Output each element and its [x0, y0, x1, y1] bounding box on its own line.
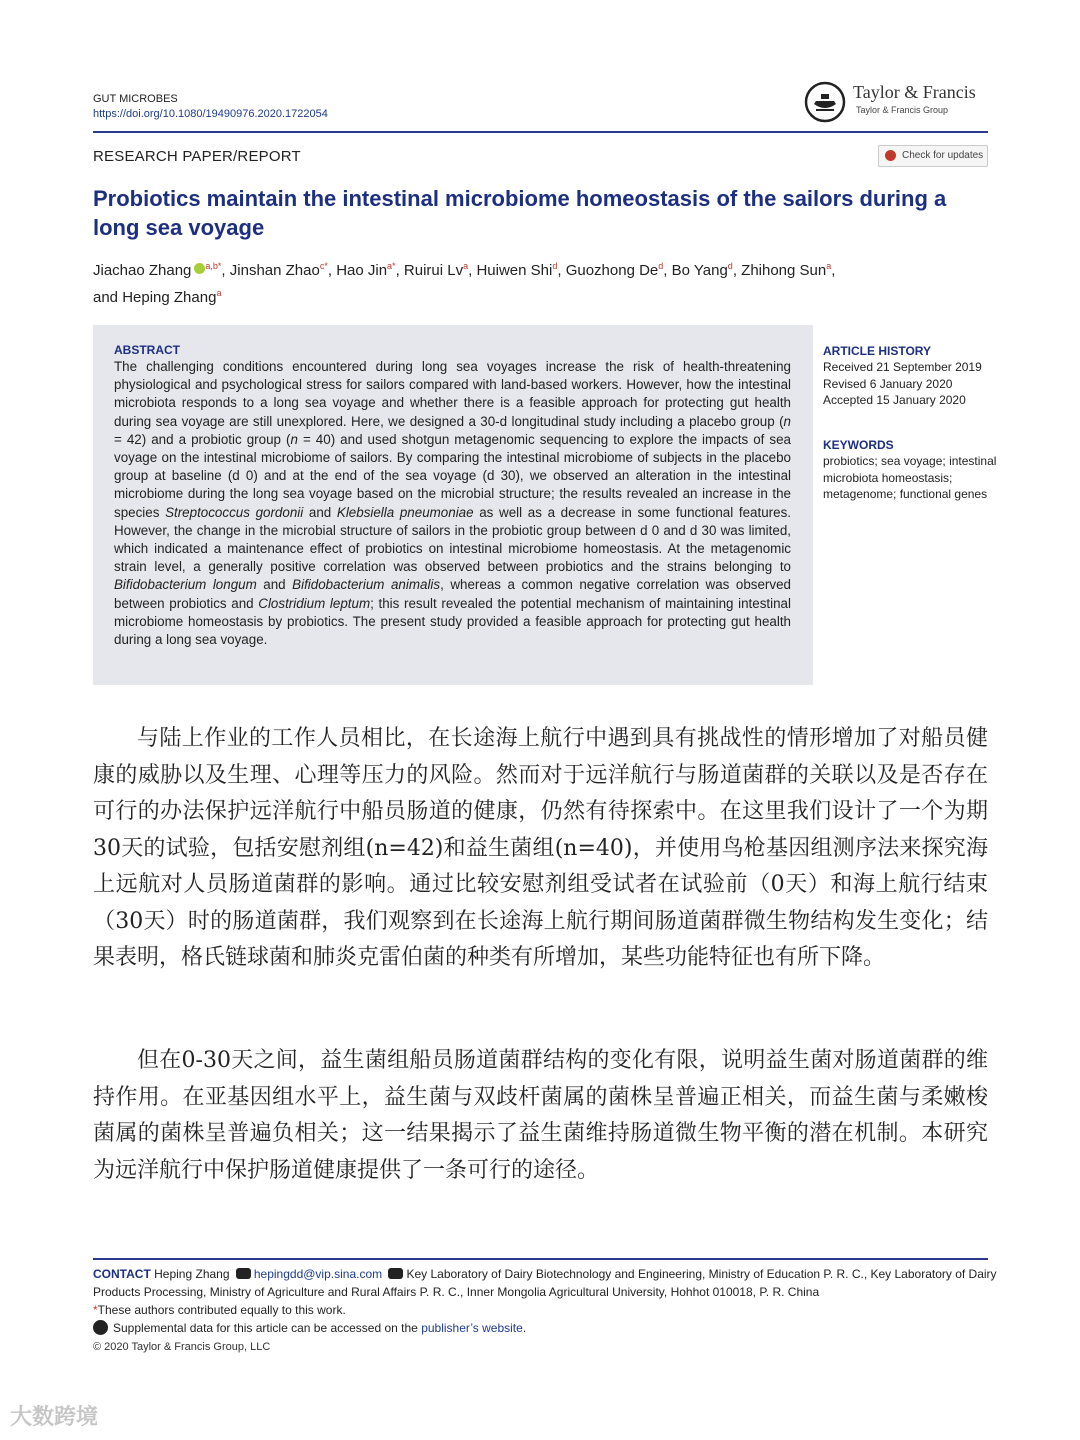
author-affiliation: c* — [319, 261, 328, 271]
contact-label: CONTACT — [93, 1267, 151, 1281]
abstract-segment: The challenging conditions encountered during long sea voyages increase the risk of health-threatening physiological and psychological stress for sailors compared with land-based workers. However, how the intestinal microbiota responds to a long sea voyage and whether there is a feasible approach for protecting gut health during sea voyage are still unexplored. Here, we designed a 30-d longitudinal study including a placebo group ( — [114, 359, 791, 429]
species-name: Bifidobacterium longum — [114, 577, 257, 593]
abstract-segment: = 40) and used shotgun metagenomic sequencing to explore the impacts of sea voyage on the intestinal microbiome of sailors. By comparing the intestinal microbiome of subjects in the placebo group at baseline (d 0) and at the end of the sea voyage (d 30), we observed an alteration in the intestinal microbiome during the long sea voyage based on the microbial structure; the results revealed an increase in the species — [114, 431, 791, 520]
chinese-paragraph-1: 与陆上作业的工作人员相比，在长途海上航行中遇到具有挑战性的情形增加了对船员健康的威胁以及生理、心理等压力的风险。然而对于远洋航行与肠道菌群的关联以及是否存在可行的办法保护远洋航行中船员肠道的健康，仍然有待探索中。在这里我们设计了一个为期30天的试验，包括安慰剂组(n=42)和益生菌组(n=40)，并使用鸟枪基因组测序法来探究海上远航对人员肠道菌群的影响。通过比较安慰剂组受试者在试验前（0天）和海上航行结束（30天）时的肠道菌群，我们观察到在长途海上航行期间肠道菌群微生物结构发生变化；结果表明，格氏链球菌和肺炎克雷伯菌的种类有所增加，某些功能特征也有所下降。 — [93, 726, 988, 970]
journal-name: GUT MICROBES — [93, 93, 178, 105]
abstract-segment: ; this result revealed the potential mechanism of maintaining intestinal microbiome homeostasis by probiotics. The present study provided a feasible approach for protecting gut health during a long sea voyage. — [114, 595, 791, 648]
author-affiliation: a — [463, 261, 469, 271]
bookmark-icon — [885, 150, 896, 161]
abstract-italic: n — [290, 431, 298, 447]
abstract-segment: and — [303, 504, 337, 520]
keywords — [823, 437, 998, 502]
abstract-label: ABSTRACT — [114, 343, 180, 357]
equal-contribution-note — [93, 1303, 346, 1317]
abstract-box — [93, 325, 813, 685]
author-name: Jiachao Zhang — [93, 262, 192, 279]
supplemental-text: Supplemental data for this article can be accessed on the — [113, 1321, 422, 1335]
author-affiliation: d — [727, 261, 733, 271]
abstract-italic: n — [783, 413, 791, 429]
watermark: 大数跨境 — [10, 1404, 99, 1429]
check-updates-label: Check for updates — [902, 150, 984, 161]
author-name: Zhihong Sun — [741, 262, 827, 279]
revised-date: Revised 6 January 2020 — [823, 376, 953, 391]
journal-header — [93, 92, 328, 122]
publisher-logo-icon — [803, 80, 847, 124]
accepted-date: Accepted 15 January 2020 — [823, 392, 966, 407]
paper-title: Probiotics maintain the intestinal microbiome homeostasis of the sailors during a long sea voyage — [93, 186, 947, 240]
email-icon — [236, 1268, 251, 1279]
abstract-segment: , whereas a common negative correlation was observed between probiotics and — [114, 577, 791, 611]
contact-address: Key Laboratory of Dairy Biotechnology and Engineering, Ministry of Education P. R. C., Key Laboratory of Dairy Products Processing, Ministry of Agriculture and Rural Affairs P. R. C., Inner Mongolia Agricultural University, Hohhot 010018, P. R. China — [93, 1267, 997, 1299]
publisher-website-link[interactable]: publisher’s website — [421, 1321, 523, 1335]
supplemental-end: . — [522, 1321, 527, 1335]
check-updates-button[interactable] — [878, 145, 988, 167]
address-icon — [388, 1268, 403, 1279]
abstract-segment: and — [256, 577, 293, 593]
author-name: Bo Yang — [671, 262, 728, 279]
article-history-label: ARTICLE HISTORY — [823, 344, 932, 358]
author-name: Jinshan Zhao — [229, 262, 320, 279]
publisher-name: Taylor & Francis — [853, 82, 976, 102]
author-name: Hao Jin — [336, 262, 388, 279]
species-name: Streptococcus gordonii — [165, 504, 304, 520]
species-name: Clostridium leptum — [258, 595, 371, 611]
footnote-mark: * — [93, 1303, 98, 1317]
supplemental-icon — [93, 1320, 108, 1335]
copyright: © 2020 Taylor & Francis Group, LLC — [93, 1341, 271, 1353]
supplemental-note — [93, 1320, 526, 1335]
author-name: Ruirui Lv — [403, 262, 464, 279]
header-divider — [93, 131, 988, 133]
footnote-text: These authors contributed equally to this work. — [97, 1303, 346, 1317]
author-name: and Heping Zhang — [93, 289, 217, 306]
author-affiliation: a — [826, 261, 832, 271]
chinese-paragraph-2: 但在0-30天之间，益生菌组船员肠道菌群结构的变化有限，说明益生菌对肠道菌群的维持作用。在亚基因组水平上，益生菌与双歧杆菌属的菌株呈普遍正相关，而益生菌与柔嫩梭菌属的菌株呈普遍负相关；这一结果揭示了益生菌维持肠道微生物平衡的潜在机制。本研究为远洋航行中保护肠道健康提供了一条可行的途径。 — [93, 1048, 988, 1183]
publisher-logo — [803, 80, 1003, 130]
contact-name: Heping Zhang — [154, 1267, 230, 1281]
contact-email-link[interactable]: hepingdd@vip.sina.com — [253, 1267, 383, 1281]
species-name: Bifidobacterium animalis — [292, 577, 441, 593]
abstract-segment: as well as a decrease in some functional features. However, the change in the microbial structure of sailors in the probiotic group between d 0 and d 30 was limited, which indicated a maintenance effect of probiotics on intestinal microbiome homeostasis. At the metagenomic strain level, a generally positive correlation was observed between probiotics and the strains belonging to — [114, 504, 791, 575]
paper-type: RESEARCH PAPER/REPORT — [93, 148, 301, 165]
author-name: Guozhong De — [565, 262, 659, 279]
author-affiliation: a — [216, 288, 222, 298]
species-name: Klebsiella pneumoniae — [336, 504, 474, 520]
author-affiliation: a,b* — [205, 261, 222, 271]
keywords-label: KEYWORDS — [823, 438, 894, 452]
footer-divider — [93, 1258, 988, 1260]
orcid-icon[interactable] — [194, 263, 205, 274]
abstract-segment: = 42) and a probiotic group ( — [114, 431, 291, 447]
received-date: Received 21 September 2019 — [823, 360, 982, 375]
publisher-group: Taylor & Francis Group — [856, 105, 949, 115]
abstract-text — [114, 358, 791, 649]
keywords-text: probiotics; sea voyage; intestinal microbiota homeostasis; metagenome; functional genes — [823, 454, 997, 501]
author-list: Jiachao Zhang $^{a,b*}$, Jinshan Zhao$^{c*}$, Hao Jin$^{a*}$, Ruirui Lv$^a$, Huiwen Shi$^d$, Guozhong De$^d$, Bo Yang$^d$, Zhihong Sun$^a$, and Heping Zhang$^a$ — [93, 261, 836, 306]
author-name: Huiwen Shi — [476, 262, 553, 279]
author-affiliation: a* — [387, 261, 396, 271]
author-affiliation: d — [658, 261, 664, 271]
doi-link[interactable]: https://doi.org/10.1080/19490976.2020.1722054 — [93, 108, 328, 120]
article-history — [823, 343, 998, 408]
author-affiliation: d — [552, 261, 558, 271]
contact-block — [93, 1266, 998, 1301]
